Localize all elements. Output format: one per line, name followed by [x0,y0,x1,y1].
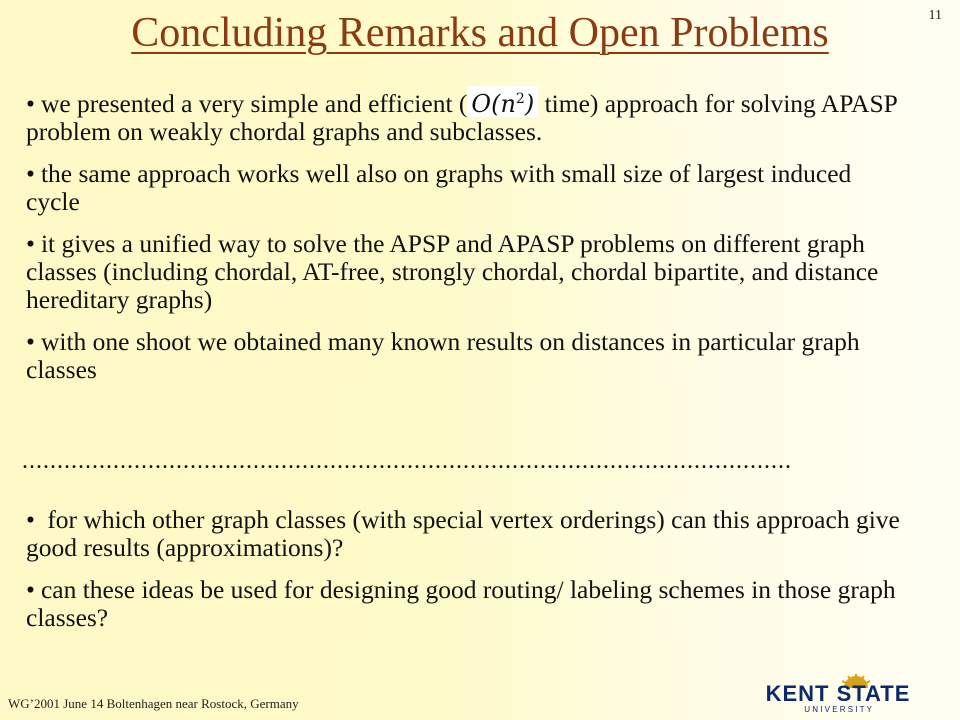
logo-wordmark: KENT STATE [765,681,911,706]
footer-text: WG’2001 June 14 Boltenhagen near Rostock, Germany [8,696,299,711]
bullet-dot: • [26,89,35,118]
slide-title-text: Concluding Remarks and Open Problems [131,10,829,56]
remarks-list [26,86,906,398]
bullet-item [26,576,906,632]
slide-number: 11 [928,8,942,23]
slide-title [0,8,960,58]
bullet-item [26,506,906,562]
dotted-divider: .............................................................................................................. [22,448,792,474]
open-problems-list [26,506,906,646]
bullet-text-after-math: time) approach for solving APASP problem on weakly chordal graphs and subclasses. [26,89,897,146]
bullet-dot: • [26,229,35,258]
formula-base: O(n [471,90,516,118]
bullet-text: with one shoot we obtained many known results on distances in particular graph classes [26,327,860,384]
bullet-text: the same approach works well also on graphs with small size of largest induced cycle [26,159,852,216]
bullet-item [26,86,906,146]
formula-exponent: 2 [515,91,525,107]
kent-state-logo [732,674,944,714]
bullet-dot: • [26,327,35,356]
bullet-text: for which other graph classes (with special vertex orderings) can this approach give good results (approximations)? [26,505,900,562]
bullet-text: it gives a unified way to solve the APSP and APASP problems on different graph classes (including chordal, AT-free, strongly chordal, chordal bipartite, and distance hereditary graphs) [26,229,879,314]
logo-university: U N I V E R S I T Y [804,705,872,714]
bullet-dot: • [26,159,35,188]
bullet-dot: • [26,575,35,604]
bullet-item [26,160,906,216]
bullet-text: can these ideas be used for designing good routing/ labeling schemes in those graph classes? [26,575,896,632]
bullet-item [26,230,906,314]
formula-close: ) [524,90,535,118]
bullet-item [26,328,906,384]
bullet-text-before-math: we presented a very simple and efficient ( [40,89,468,118]
complexity-formula [467,86,538,117]
bullet-dot: • [26,505,35,534]
